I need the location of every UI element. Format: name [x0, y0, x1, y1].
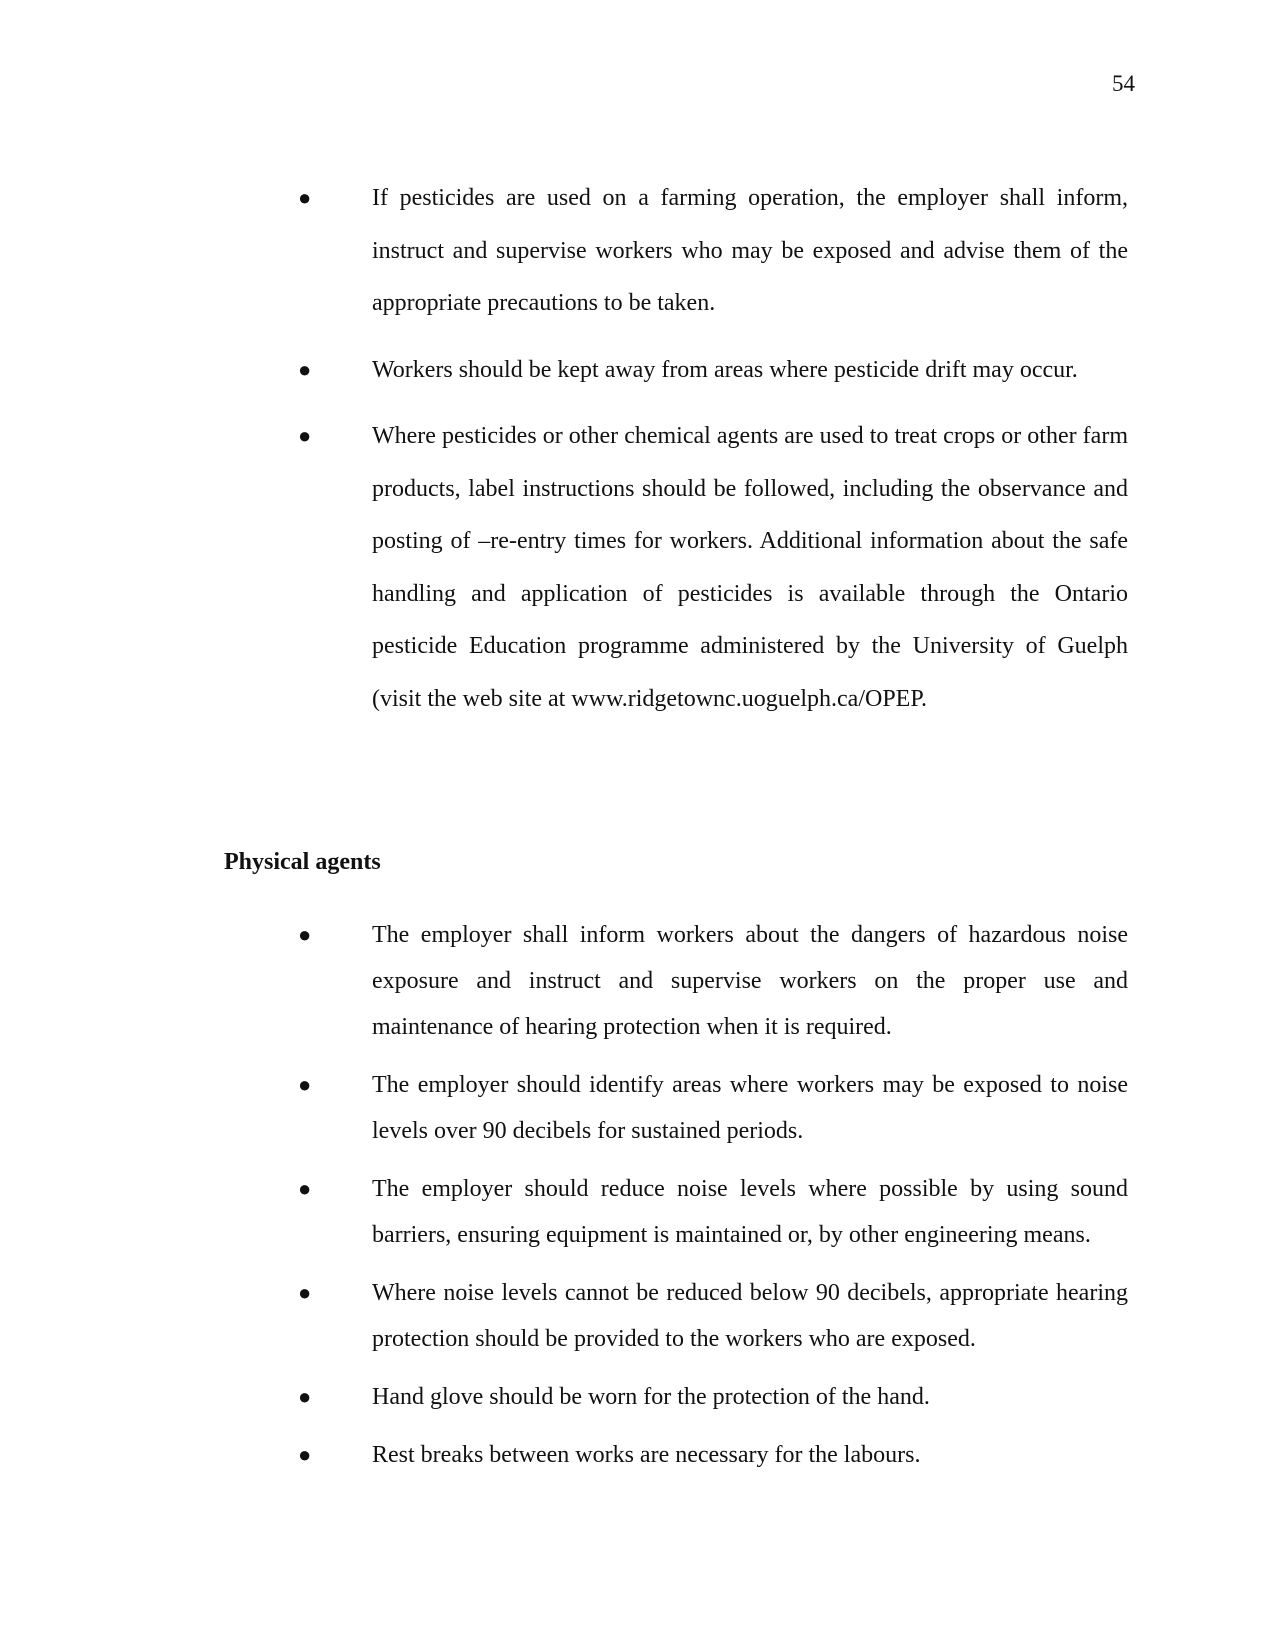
- list-item: [298, 1374, 1128, 1420]
- bullet-icon: ●: [298, 1280, 312, 1305]
- list-item-text: Where noise levels cannot be reduced below 90 decibels, appropriate hearing protection should be provided to the workers who are exposed.: [372, 1280, 1128, 1352]
- section-heading: Physical agents: [224, 849, 381, 875]
- bullet-icon: ●: [298, 356, 312, 382]
- list-item-text: Rest breaks between works are necessary for the labours.: [372, 1442, 921, 1468]
- list-item: [298, 912, 1128, 1050]
- bullet-icon: ●: [298, 185, 312, 210]
- list-item: [298, 410, 1128, 725]
- list-item-text: Where pesticides or other chemical agents are used to treat crops or other farm products, label instructions should be followed, including the observance and posting of –re-entry times for workers. Additional information about the safe handling and application of pesticides is available through the Ontario pesticide Education programme administered by the University of Guelph (visit the web site at www.ridgetownc.uoguelph.ca/OPEP.: [372, 423, 1128, 712]
- list-item: [298, 1270, 1128, 1362]
- list-item: [298, 1166, 1128, 1258]
- bullet-icon: ●: [298, 1072, 312, 1097]
- bullet-icon: ●: [298, 1384, 312, 1409]
- bullet-icon: ●: [298, 922, 312, 947]
- list-item-text: The employer shall inform workers about the dangers of hazardous noise exposure and instruct and supervise workers on the proper use and maintenance of hearing protection when it is required.: [372, 922, 1128, 1040]
- list-item-text: Workers should be kept away from areas where pesticide drift may occur.: [372, 356, 1078, 383]
- physical-agents-bullet-list: [0, 912, 1275, 1490]
- pesticide-bullet-list: [0, 172, 1275, 739]
- page-number: 54: [1112, 71, 1135, 96]
- list-item: [298, 172, 1128, 330]
- list-item-text: If pesticides are used on a farming operation, the employer shall inform, instruct and supervise workers who may be exposed and advise them of the appropriate precautions to be taken.: [372, 185, 1128, 316]
- list-item: [298, 1432, 1128, 1478]
- bullet-icon: ●: [298, 423, 312, 448]
- bullet-icon: ●: [298, 1176, 312, 1201]
- list-item-text: Hand glove should be worn for the protection of the hand.: [372, 1384, 930, 1410]
- list-item: [298, 344, 1128, 397]
- list-item-text: The employer should identify areas where workers may be exposed to noise levels over 90 decibels for sustained periods.: [372, 1072, 1128, 1144]
- list-item-text: The employer should reduce noise levels where possible by using sound barriers, ensuring equipment is maintained or, by other engineering means.: [372, 1176, 1128, 1248]
- list-item: [298, 1062, 1128, 1154]
- bullet-icon: ●: [298, 1442, 312, 1467]
